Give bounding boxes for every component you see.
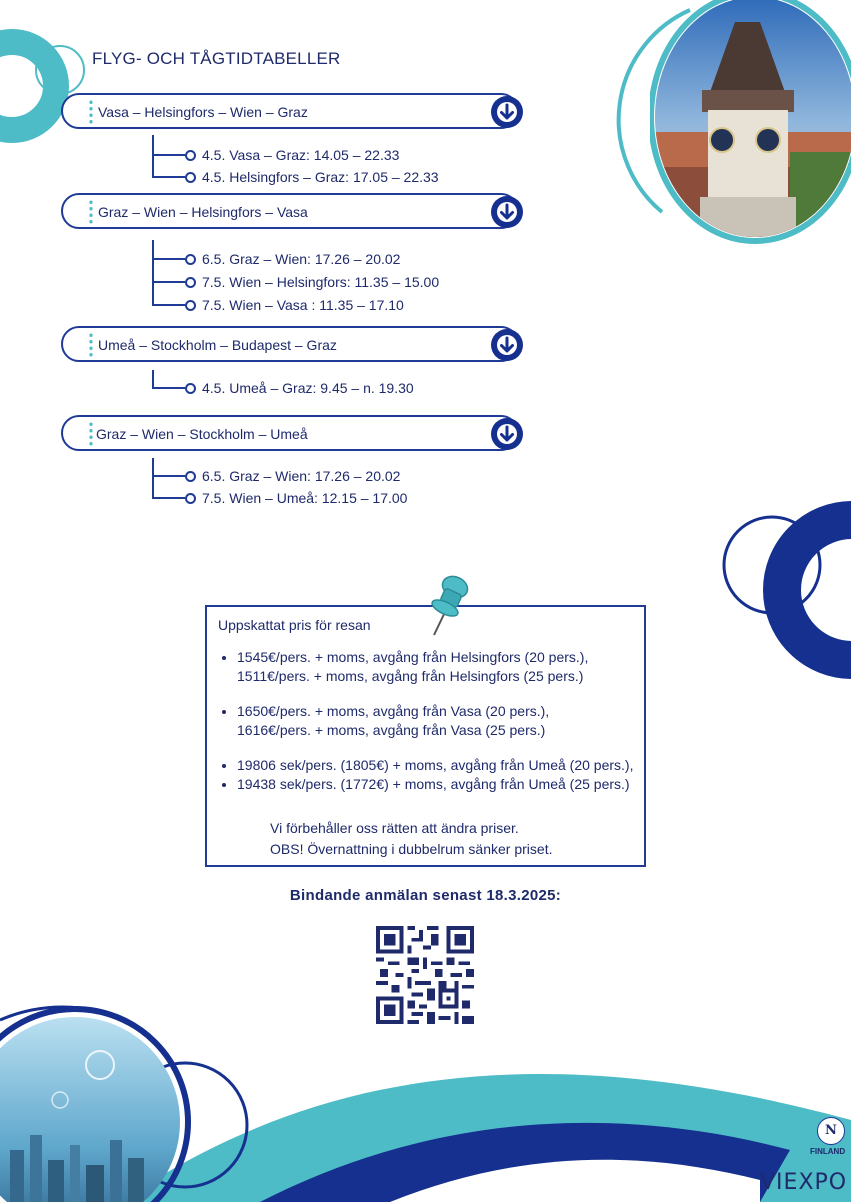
pushpin-icon	[420, 565, 480, 640]
arrow-down-icon[interactable]	[491, 418, 523, 450]
price-heading: Uppskattat pris för resan	[218, 617, 371, 633]
arrow-down-icon[interactable]	[491, 196, 523, 228]
route-header-2[interactable]	[61, 193, 519, 229]
decor-top-left-ring	[0, 42, 56, 130]
price-list-umea	[207, 756, 633, 794]
route-header-3[interactable]	[61, 326, 519, 362]
registration-deadline: Bindande anmälan senast 18.3.2025:	[289, 887, 562, 904]
finland-badge-logo: N	[817, 1117, 845, 1145]
price-line: • 19806 sek/pers. (1805€) + moms, avgång från Umeå (20 pers.),	[237, 756, 633, 775]
route-dots-decor	[89, 421, 93, 447]
price-note-2: OBS! Övernattning i dubbelrum sänker priset.	[270, 841, 553, 857]
price-box	[205, 605, 646, 867]
route-dots-decor	[89, 199, 93, 225]
tree-line	[152, 135, 154, 178]
qr-code[interactable]	[376, 925, 474, 1025]
route-label: Vasa – Helsingfors – Wien – Graz	[98, 104, 308, 120]
route-header-1[interactable]	[61, 93, 519, 129]
decor-right-navy-ring	[782, 520, 851, 660]
price-line: • 1650€/pers. + moms, avgång från Vasa (20 pers.), 1616€/pers. + moms, avgång från Vasa (25 pers.)	[237, 702, 549, 740]
route-label: Graz – Wien – Stockholm – Umeå	[96, 426, 308, 442]
tree-line	[152, 370, 154, 388]
price-line: • 1545€/pers. + moms, avgång från Helsingfors (20 pers.), 1511€/pers. + moms, avgång från Helsingfors (25 pers.)	[237, 648, 588, 686]
price-line: • 19438 sek/pers. (1772€) + moms, avgång från Umeå (25 pers.)	[237, 775, 633, 794]
route-header-4[interactable]	[61, 415, 519, 451]
tree-line	[152, 458, 154, 499]
arrow-down-icon[interactable]	[491, 96, 523, 128]
route-dots-decor	[89, 332, 93, 358]
price-note-1: Vi förbehåller oss rätten att ändra priser.	[270, 820, 519, 836]
team-finland-logo: FINLAND	[810, 1147, 846, 1156]
route-label: Umeå – Stockholm – Budapest – Graz	[98, 337, 337, 353]
price-list-helsingfors	[207, 648, 588, 686]
city-photo	[0, 1010, 190, 1202]
route-dots-decor	[89, 99, 93, 125]
tree-line	[152, 240, 154, 306]
arrow-down-icon[interactable]	[491, 329, 523, 361]
clock-tower-photo	[650, 0, 851, 252]
route-label: Graz – Wien – Helsingfors – Vasa	[98, 204, 308, 220]
page-title: FLYG- OCH TÅGTIDTABELLER	[92, 49, 341, 68]
viexpo-logo: VIEXPO	[760, 1170, 848, 1195]
price-list-vasa	[207, 702, 549, 740]
